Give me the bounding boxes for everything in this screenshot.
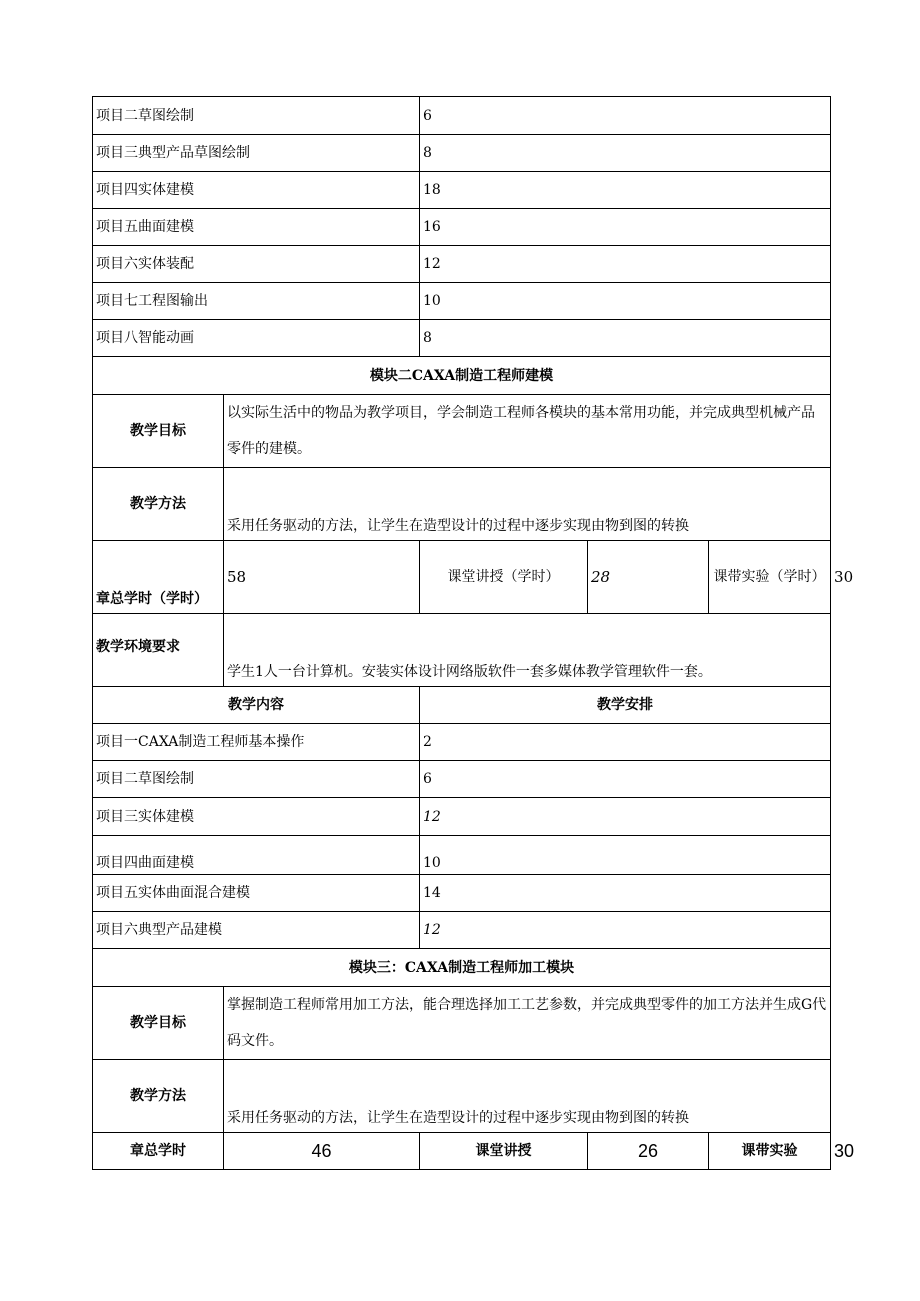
environment-text: 学生1人一台计算机。安装实体设计网络版软件一套多媒体教学管理软件一套。 bbox=[224, 614, 831, 687]
project-name: 项目二草图绘制 bbox=[93, 97, 420, 135]
project-hours: 16 bbox=[420, 209, 831, 246]
project-name: 项目五实体曲面混合建模 bbox=[93, 875, 420, 912]
teaching-method-row bbox=[93, 468, 831, 541]
project-name: 项目四曲面建模 bbox=[93, 836, 420, 875]
teaching-method-label: 教学方法 bbox=[93, 468, 224, 541]
project-hours: 8 bbox=[420, 320, 831, 357]
teaching-method-row bbox=[93, 1060, 831, 1133]
table-row bbox=[93, 283, 831, 320]
table-row bbox=[93, 209, 831, 246]
total-hours-value: 58 bbox=[224, 541, 420, 614]
total-hours-label: 章总学时 bbox=[93, 1133, 224, 1170]
total-hours-row: 章总学时（学时） 58 课堂讲授（学时） 28 课带实验（学时） 30 bbox=[93, 541, 831, 614]
teaching-method-text: 采用任务驱动的方法，让学生在造型设计的过程中逐步实现由物到图的转换 bbox=[224, 468, 831, 541]
project-name: 项目八智能动画 bbox=[93, 320, 420, 357]
project-hours: 6 bbox=[420, 97, 831, 135]
content-header: 教学内容 bbox=[93, 687, 420, 724]
project-hours: 14 bbox=[420, 875, 831, 912]
module-title-row bbox=[93, 949, 831, 987]
teaching-goal-row bbox=[93, 395, 831, 468]
teaching-goal-label: 教学目标 bbox=[93, 395, 224, 468]
module-title-row bbox=[93, 357, 831, 395]
table-row bbox=[93, 912, 831, 949]
project-name: 项目三实体建模 bbox=[93, 798, 420, 836]
lab-hours-label: 课带实验（学时） bbox=[709, 541, 831, 614]
teaching-goal-label: 教学目标 bbox=[93, 987, 224, 1060]
environment-row bbox=[93, 614, 831, 687]
project-hours: 12 bbox=[420, 798, 831, 836]
table-row bbox=[93, 246, 831, 283]
table-row bbox=[93, 320, 831, 357]
project-hours: 18 bbox=[420, 172, 831, 209]
table-row bbox=[93, 724, 831, 761]
project-hours: 12 bbox=[420, 912, 831, 949]
syllabus-table bbox=[92, 96, 855, 1170]
project-hours: 8 bbox=[420, 135, 831, 172]
lecture-hours-label: 课堂讲授 bbox=[420, 1133, 588, 1170]
environment-label: 教学环境要求 bbox=[93, 614, 224, 687]
table-row bbox=[93, 172, 831, 209]
project-hours: 2 bbox=[420, 724, 831, 761]
project-hours: 6 bbox=[420, 761, 831, 798]
table-row bbox=[93, 135, 831, 172]
module-title: 模块三：CAXA制造工程师加工模块 bbox=[93, 949, 831, 987]
project-name: 项目五曲面建模 bbox=[93, 209, 420, 246]
lecture-hours-value: 26 bbox=[588, 1133, 709, 1170]
total-hours-label: 章总学时（学时） bbox=[93, 541, 224, 614]
table-row bbox=[93, 836, 831, 875]
teaching-goal-row bbox=[93, 987, 831, 1060]
table-row bbox=[93, 761, 831, 798]
content-header-row bbox=[93, 687, 831, 724]
project-name: 项目四实体建模 bbox=[93, 172, 420, 209]
project-name: 项目三典型产品草图绘制 bbox=[93, 135, 420, 172]
project-name: 项目二草图绘制 bbox=[93, 761, 420, 798]
teaching-method-label: 教学方法 bbox=[93, 1060, 224, 1133]
project-name: 项目一CAXA制造工程师基本操作 bbox=[93, 724, 420, 761]
lecture-hours-value: 28 bbox=[588, 541, 709, 614]
arrangement-header: 教学安排 bbox=[420, 687, 831, 724]
total-hours-row: 章总学时 46 课堂讲授 26 课带实验 30 bbox=[93, 1133, 831, 1170]
project-name: 项目七工程图输出 bbox=[93, 283, 420, 320]
module-title: 模块二CAXA制造工程师建模 bbox=[93, 357, 831, 395]
project-hours: 10 bbox=[420, 836, 831, 875]
project-name: 项目六典型产品建模 bbox=[93, 912, 420, 949]
table-row bbox=[93, 97, 831, 135]
project-hours: 10 bbox=[420, 283, 831, 320]
table-row bbox=[93, 875, 831, 912]
lecture-hours-label: 课堂讲授（学时） bbox=[420, 541, 588, 614]
project-name: 项目六实体装配 bbox=[93, 246, 420, 283]
teaching-goal-text: 以实际生活中的物品为教学项目，学会制造工程师各模块的基本常用功能，并完成典型机械产品零件的建模。 bbox=[224, 395, 831, 468]
lab-hours-label: 课带实验 bbox=[709, 1133, 831, 1170]
teaching-goal-text: 掌握制造工程师常用加工方法，能合理选择加工工艺参数，并完成典型零件的加工方法并生成G代码文件。 bbox=[224, 987, 831, 1060]
table-row bbox=[93, 798, 831, 836]
total-hours-value: 46 bbox=[224, 1133, 420, 1170]
project-hours: 12 bbox=[420, 246, 831, 283]
teaching-method-text: 采用任务驱动的方法，让学生在造型设计的过程中逐步实现由物到图的转换 bbox=[224, 1060, 831, 1133]
